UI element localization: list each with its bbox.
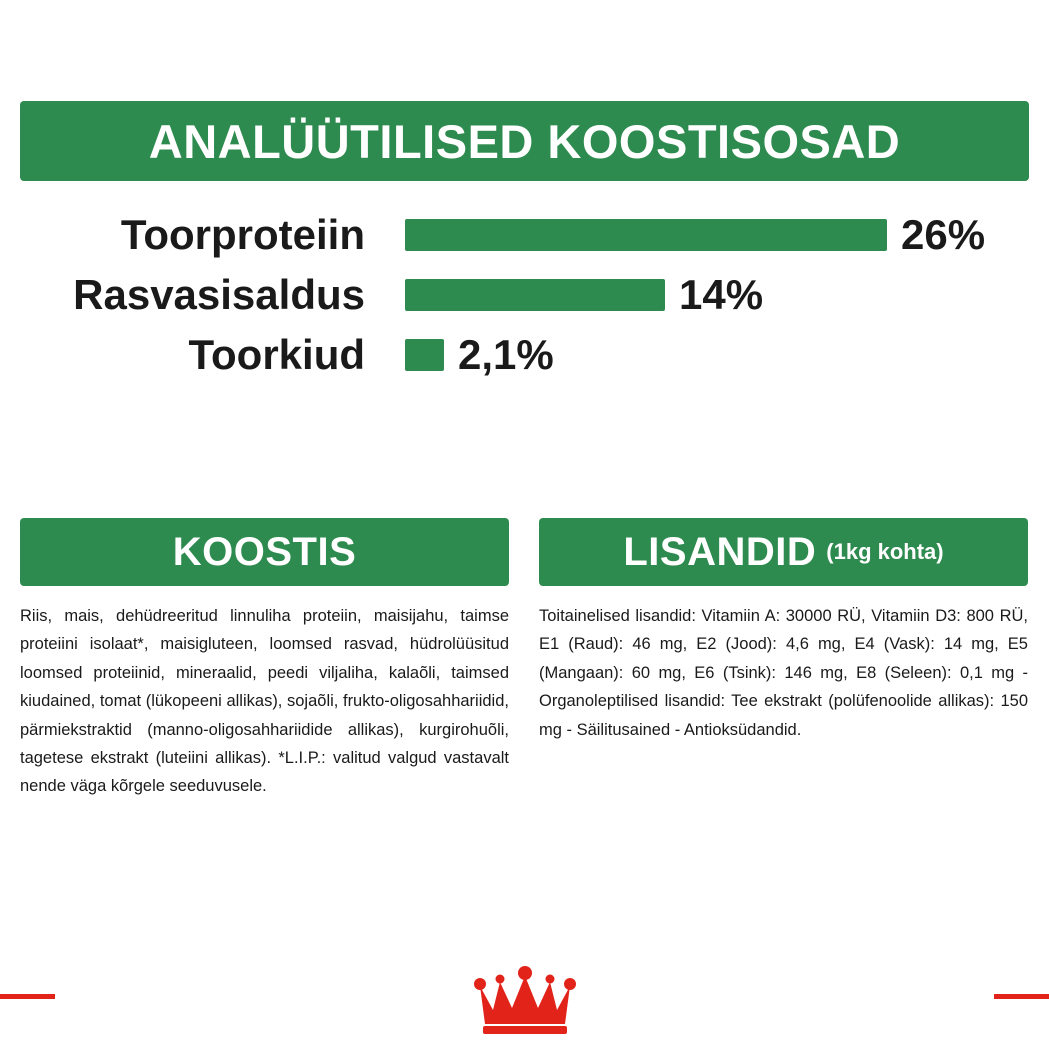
chart-row: [20, 325, 1029, 385]
chart-category-label: Toorproteiin: [120, 211, 365, 258]
chart-row: [20, 205, 1029, 265]
composition-column: [20, 518, 509, 801]
composition-header: [20, 518, 509, 586]
footer-rule-left: [0, 994, 55, 999]
analytical-constituents-chart: [20, 205, 1029, 400]
chart-bar-container: [365, 271, 1029, 318]
chart-value-label: 14%: [679, 271, 764, 318]
composition-heading: KOOSTIS: [172, 530, 357, 574]
chart-value-label: 2,1%: [458, 331, 554, 378]
additives-column: [539, 518, 1028, 801]
chart-bar: [405, 279, 665, 311]
chart-category-label: Toorkiud: [188, 331, 365, 378]
analytical-constituents-title: ANALÜÜTILISED KOOSTISOSAD: [148, 114, 901, 168]
chart-bar-container: [365, 331, 1029, 378]
composition-text: Riis, mais, dehüdreeritud linnuliha proteiin, maisijahu, taimse proteiini isolaat*, maisigluteen, loomsed rasvad, hüdrolüüsitud loomsed proteiinid, mineraalid, peedi viljaliha, kalaõli, taimsed kiudained, tomat (lükopeeni allikas), sojaõli, frukto-oligosahhariidid, pärmiekstraktid (manno-oligosahhariidide allikas), kurgirohuõli, tagetese ekstrakt (luteiini allikas). *L.I.P.: valitud valgud vastavalt nende väga kõrgele seeduvusele.: [20, 607, 509, 796]
footer-rule-right: [994, 994, 1049, 999]
chart-bar: [405, 219, 887, 251]
chart-row: [20, 265, 1029, 325]
brand-footer: [0, 939, 1049, 1049]
additives-heading-subtitle: (1kg kohta): [826, 539, 944, 564]
chart-bar: [405, 339, 444, 371]
chart-bar-container: [365, 211, 1029, 258]
royal-canin-crown-icon: [465, 947, 585, 1042]
additives-heading: LISANDID: [623, 530, 817, 574]
additives-text: Toitainelised lisandid: Vitamiin A: 30000 RÜ, Vitamiin D3: 800 RÜ, E1 (Raud): 46 mg, E2 (Jood): 4,6 mg, E4 (Vask): 14 mg, E5 (Mangaan): 60 mg, E6 (Tsink): 146 mg, E8 (Seleen): 0,1 mg - Organoleptilised lisandid: Tee ekstrakt (polüfenoolide allikas): 150 mg - Säilitusained - Antioksüdandid.: [539, 607, 1028, 739]
chart-category-label: Rasvasisaldus: [73, 271, 365, 318]
details-columns: [20, 518, 1029, 801]
analytical-constituents-header: [20, 101, 1029, 181]
chart-value-label: 26%: [901, 211, 986, 258]
additives-header: [539, 518, 1028, 586]
